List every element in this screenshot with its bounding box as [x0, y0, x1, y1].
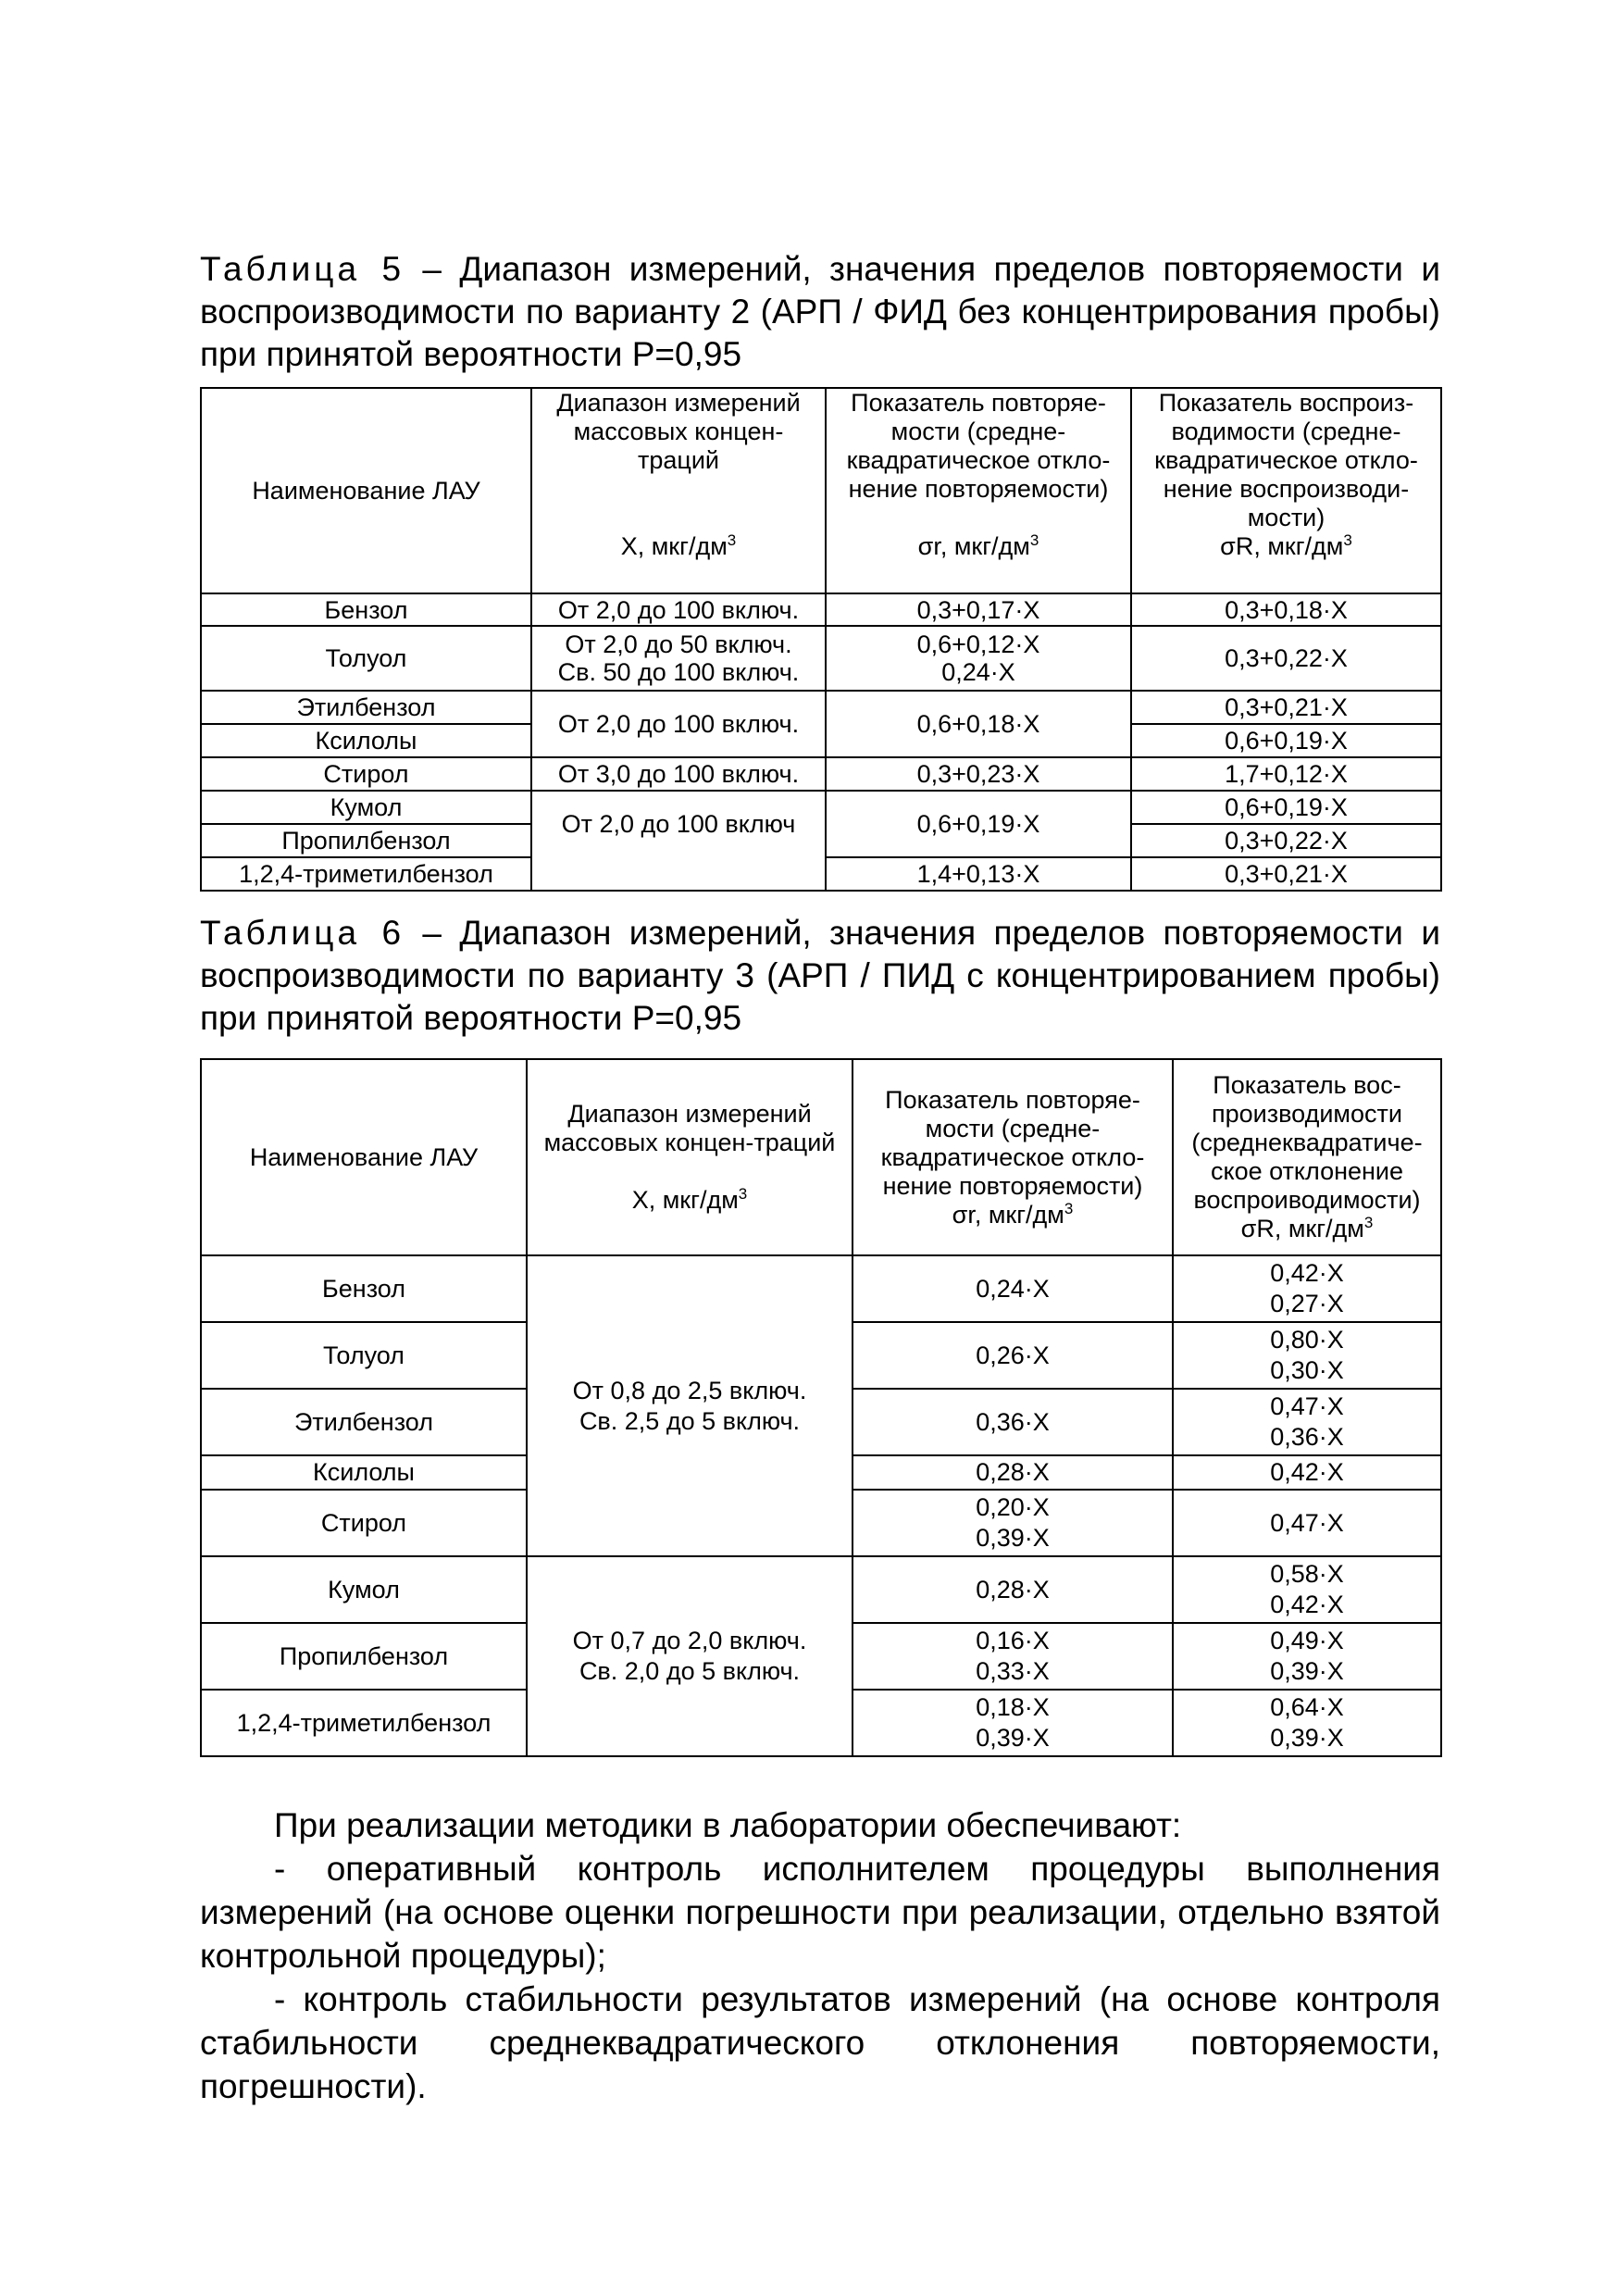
row-reprod: 0,42·X — [1173, 1455, 1441, 1490]
row-repeat: 0,6+0,18·X — [826, 691, 1131, 757]
table-row — [201, 757, 1441, 791]
table6 — [200, 1058, 1442, 1757]
row-repeat: 0,18·X 0,39·X — [853, 1690, 1173, 1756]
table5-caption — [200, 248, 1440, 376]
table6-header-row — [201, 1059, 1441, 1255]
row-name: Толуол — [201, 1322, 527, 1389]
row-name: Бензол — [201, 593, 531, 626]
paragraph-item-2: - контроль стабильности результатов измерений (на основе контроля стабильности среднеквадратического отклонения повторяемости, погрешности). — [200, 1980, 1440, 2105]
row-range: От 2,0 до 50 включ. Св. 50 до 100 включ. — [531, 626, 826, 691]
row-name: Бензол — [201, 1255, 527, 1322]
row-reprod: 0,6+0,19·X — [1131, 791, 1441, 824]
table5-header-repeat: Показатель повторяе-мости (средне-квадратическое откло-нение повторяемости) σr, мкг/$дм^3$ — [826, 388, 1131, 593]
table6-header-range: Диапазон измерений массовых концен-траций X, мкг/$дм^3$ — [527, 1059, 853, 1255]
closing-paragraph — [200, 1803, 1440, 2108]
table5-header-row — [201, 388, 1441, 593]
row-reprod: 0,42·X 0,27·X — [1173, 1255, 1441, 1322]
row-range: От 0,7 до 2,0 включ. Св. 2,0 до 5 включ. — [527, 1556, 853, 1756]
row-name: Стирол — [201, 1490, 527, 1556]
row-range: От 3,0 до 100 включ. — [531, 757, 826, 791]
row-reprod: 0,3+0,21·X — [1131, 857, 1441, 891]
row-repeat: 1,4+0,13·X — [826, 857, 1131, 891]
table6-caption-lead: Таблица 6 — [200, 914, 405, 952]
row-name: Кумол — [201, 1556, 527, 1623]
row-name: Ксилолы — [201, 724, 531, 757]
table6-header-reprod: Показатель вос-производимости (среднеквадратиче-ское отклонение воспроиводимости) σR, мкг/$дм^3$ — [1173, 1059, 1441, 1255]
paragraph-intro: При реализации методики в лаборатории обеспечивают: — [274, 1806, 1182, 1844]
row-repeat: 0,28·X — [853, 1455, 1173, 1490]
row-name: Пропилбензол — [201, 824, 531, 857]
row-repeat: 0,28·X — [853, 1556, 1173, 1623]
table5 — [200, 387, 1442, 892]
row-reprod: 0,47·X — [1173, 1490, 1441, 1556]
row-reprod: 0,49·X 0,39·X — [1173, 1623, 1441, 1690]
row-name: Ксилолы — [201, 1455, 527, 1490]
row-name: Кумол — [201, 791, 531, 824]
row-range: От 2,0 до 100 включ. — [531, 593, 826, 626]
row-reprod: 0,3+0,22·X — [1131, 824, 1441, 857]
row-reprod: 0,3+0,22·X — [1131, 626, 1441, 691]
row-repeat: 0,24·X — [853, 1255, 1173, 1322]
table6-header-name: Наименование ЛАУ — [201, 1059, 527, 1255]
row-name: Толуол — [201, 626, 531, 691]
row-reprod: 1,7+0,12·X — [1131, 757, 1441, 791]
row-name: 1,2,4-триметилбензол — [201, 857, 531, 891]
row-repeat: 0,36·X — [853, 1389, 1173, 1455]
table5-header-name: Наименование ЛАУ — [201, 388, 531, 593]
row-reprod: 0,3+0,18·X — [1131, 593, 1441, 626]
table6-caption — [200, 912, 1440, 1040]
table5-header-range: Диапазон измерений массовых концен-траций X, мкг/$дм^3$ — [531, 388, 826, 593]
row-range: От 2,0 до 100 включ — [531, 791, 826, 891]
row-reprod: 0,58·X 0,42·X — [1173, 1556, 1441, 1623]
row-repeat: 0,3+0,23·X — [826, 757, 1131, 791]
row-name: Этилбензол — [201, 1389, 527, 1455]
row-name: 1,2,4-триметилбензол — [201, 1690, 527, 1756]
row-reprod: 0,47·X 0,36·X — [1173, 1389, 1441, 1455]
row-repeat: 0,26·X — [853, 1322, 1173, 1389]
table5-caption-text: – Диапазон измерений, значения пределов повторяемости и воспроизводимости по варианту 2 (АРП / ФИД без концентрирования пробы) при принятой вероятности Р=0,95 — [200, 250, 1440, 373]
row-name: Пропилбензол — [201, 1623, 527, 1690]
row-name: Стирол — [201, 757, 531, 791]
row-range: От 2,0 до 100 включ. — [531, 691, 826, 757]
table-row — [201, 593, 1441, 626]
row-repeat: 0,16·X 0,33·X — [853, 1623, 1173, 1690]
table-row — [201, 691, 1441, 724]
table6-header-repeat: Показатель повторяе-мости (средне-квадратическое откло-нение повторяемости) σr, мкг/$дм^3$ — [853, 1059, 1173, 1255]
table-row — [201, 626, 1441, 691]
paragraph-item-1: - оперативный контроль исполнителем процедуры выполнения измерений (на основе оценки погрешности при реализации, отдельно взятой контрольной процедуры); — [200, 1850, 1440, 1975]
row-reprod: 0,6+0,19·X — [1131, 724, 1441, 757]
table-row — [201, 791, 1441, 824]
row-reprod: 0,3+0,21·X — [1131, 691, 1441, 724]
table5-caption-lead: Таблица 5 — [200, 250, 405, 288]
table5-header-reprod: Показатель воспроиз-водимости (средне-квадратическое откло-нение воспроизводи-мости) σR, мкг/$дм^3$ — [1131, 388, 1441, 593]
table-row — [201, 1556, 1441, 1623]
row-repeat: 0,6+0,19·X — [826, 791, 1131, 857]
row-name: Этилбензол — [201, 691, 531, 724]
row-reprod: 0,80·X 0,30·X — [1173, 1322, 1441, 1389]
table6-caption-text: – Диапазон измерений, значения пределов повторяемости и воспроизводимости по варианту 3 (АРП / ПИД с концентрированием пробы) при принятой вероятности Р=0,95 — [200, 914, 1440, 1037]
row-repeat: 0,20·X 0,39·X — [853, 1490, 1173, 1556]
row-repeat: 0,6+0,12·X 0,24·X — [826, 626, 1131, 691]
table-row — [201, 1255, 1441, 1322]
row-repeat: 0,3+0,17·X — [826, 593, 1131, 626]
row-reprod: 0,64·X 0,39·X — [1173, 1690, 1441, 1756]
row-range: От 0,8 до 2,5 включ. Св. 2,5 до 5 включ. — [527, 1255, 853, 1556]
